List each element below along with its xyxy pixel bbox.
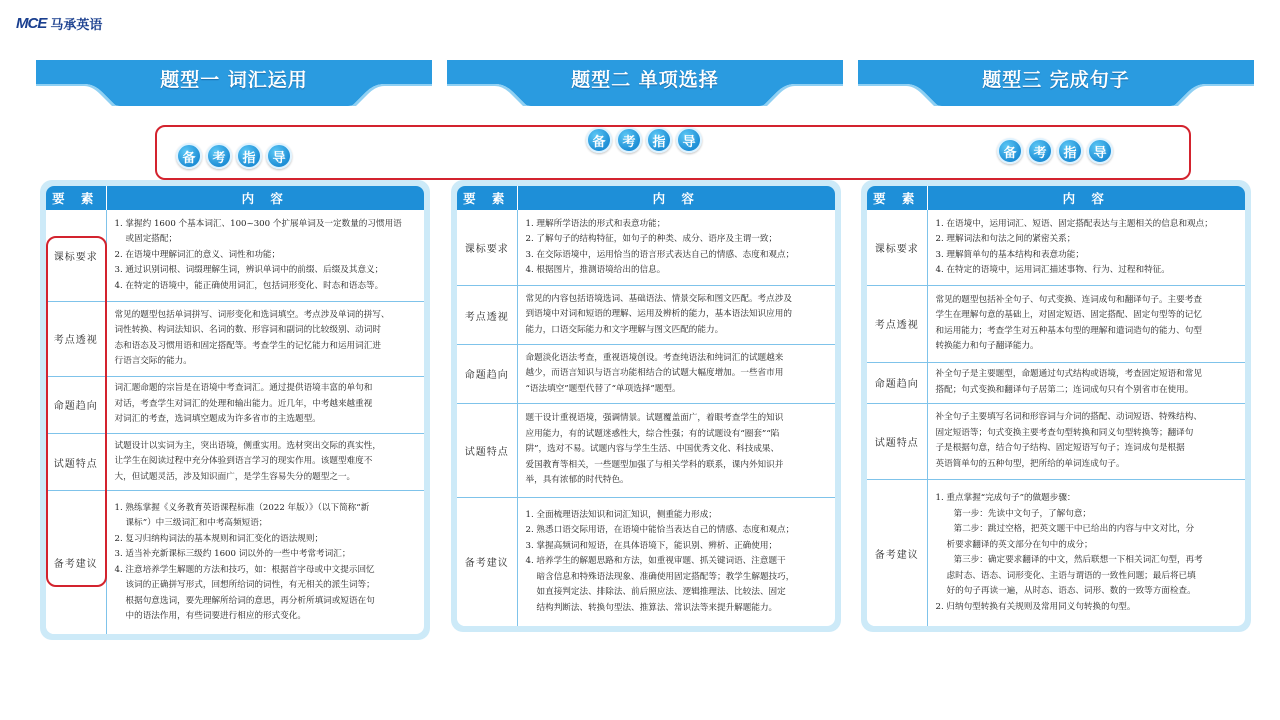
- row-key: 考点透视: [46, 301, 106, 376]
- content-line: 3. 掌握高频词和短语，在具体语境下，能识别、辨析、正确使用；: [525, 540, 778, 551]
- panel-1-banner: [36, 60, 432, 106]
- content-line: 爱国教育等相关，一些题型加强了与相关学科的联系，课内外知识并: [525, 459, 784, 470]
- row-content: [927, 480, 1245, 626]
- guide-highlight-box: [155, 125, 1191, 180]
- row-key: 试题特点: [457, 403, 517, 497]
- content-line: 试题设计以实词为主，突出语境，侧重实用。选材突出交际的真实性，: [114, 440, 381, 451]
- brand-logo: [16, 14, 102, 33]
- guide-char: 导: [266, 143, 292, 169]
- content-line: 2. 了解句子的结构特征，如句子的种类、成分、语序及主谓一致；: [525, 234, 778, 245]
- panel-2-banner: [447, 60, 843, 106]
- content-line: 1. 掌握约 1600 个基本词汇、100~300 个扩展单词及一定数量的习惯用语: [114, 218, 402, 229]
- brand-mark: MCE: [16, 15, 47, 32]
- content-line: 1. 理解所学语法的形式和表意功能；: [525, 218, 666, 229]
- content-line: 越少，而语言知识与语言功能相结合的试题大幅度增加。一些省市用: [525, 368, 784, 379]
- key-column-highlight-box: [46, 236, 107, 587]
- guide-char: 考: [206, 143, 232, 169]
- content-line: 该词的正确拼写形式，回想所给词的词性，有无相关的派生词等；: [125, 580, 375, 591]
- content-line: 固定短语等；句式变换主要考查句型转换和同义句型转换等；翻译句: [935, 427, 1194, 438]
- content-line: 1. 重点掌握“完成句子”的做题步骤：: [935, 493, 1076, 503]
- row-key: 课标要求: [867, 210, 927, 286]
- content-line: 2. 熟悉口语交际用语，在语境中能恰当表达自己的情感、态度和观点；: [525, 525, 795, 536]
- content-line: 题干设计重视语境，强调情景。试题覆盖面广，着眼考查学生的知识: [525, 413, 784, 424]
- content-line: 补全句子主要填写名词和形容词与介词的搭配、动词短语、特殊结构、: [935, 412, 1202, 423]
- content-line: 词性转换、构词法知识、名词的数、形容词和副词的比较级别、动词时: [114, 325, 381, 336]
- guide-char: 指: [236, 143, 262, 169]
- content-line: 大，但试题灵活，涉及知识面广，是学生容易失分的题型之一。: [114, 471, 356, 482]
- content-line: 中的语法作用，有些词要进行相应的形式变化。: [125, 611, 306, 622]
- guide-char: 备: [176, 143, 202, 169]
- content-line: 课标”）中三级词汇和中考高频短语；: [125, 518, 268, 529]
- content-line: 好的句子再读一遍，从时态、语态、词形、数的一致等方面检查。: [946, 586, 1196, 596]
- content-line: 1. 全面梳理语法知识和词汇知识，侧重能力形成；: [525, 509, 717, 520]
- content-line: 4. 在特定的语境中，能正确使用词汇，包括词形变化、时态和语态等。: [114, 280, 384, 291]
- content-line: 行语言交际的能力。: [114, 356, 192, 367]
- content-line: 能力，口语交际能力和文字理解与图文匹配的能力。: [525, 324, 724, 335]
- content-line: 根据句意选词，要先理解所给词的意思，再分析所填词或短语在句: [125, 595, 375, 606]
- row-content: [106, 376, 424, 433]
- content-line: 4. 培养学生的解题思路和方法，如重视审题、抓关键词语、注意题干: [525, 556, 786, 567]
- content-line: 阱”，选对不易。试题内容与学生生活、中国优秀文化、科技成果、: [525, 444, 780, 455]
- row-key: 命题趋向: [46, 376, 106, 433]
- content-line: 命题淡化语法考查，重视语境创设。考查纯语法和纯词汇的试题越来: [525, 352, 784, 363]
- content-line: 应用能力，有的试题迷惑性大，综合性强；有的试题设有“圈套”“陷: [525, 428, 780, 439]
- row-key: 命题趋向: [457, 344, 517, 403]
- row-content: [517, 210, 835, 286]
- row-content: [106, 301, 424, 376]
- content-line: 3. 通过识别词根、词缀理解生词，辨识单词中的前缀、后缀及其意义；: [114, 265, 384, 276]
- table-row: [867, 480, 1245, 626]
- content-line: 3. 在交际语境中，运用恰当的语言形式表达自己的情感、态度和观点；: [525, 249, 795, 260]
- row-content: [106, 491, 424, 634]
- row-key: 备考建议: [457, 497, 517, 626]
- row-key: 备考建议: [867, 480, 927, 626]
- table-row: [867, 210, 1245, 286]
- row-content: [927, 362, 1245, 403]
- content-line: 结构判断法、转换句型法、推算法、常识法等来提升解题能力。: [536, 602, 778, 613]
- content-line: 词汇题命题的宗旨是在语境中考查词汇。通过提供语境丰富的单句和: [114, 383, 373, 394]
- row-key: 课标要求: [457, 210, 517, 286]
- panel-2-table: [451, 180, 841, 632]
- header-key: 要 素: [867, 186, 927, 210]
- guide-char: 备: [586, 127, 612, 153]
- content-line: 2. 归纳句型转换有关规则及常用同义句转换的句型。: [935, 601, 1136, 612]
- row-key: 考点透视: [867, 286, 927, 362]
- content-line: 析要求翻译的英文部分在句中的成分；: [946, 539, 1093, 550]
- panel-3-title: 题型三 完成句子: [982, 69, 1130, 91]
- brand-name: 马承英语: [50, 18, 103, 33]
- content-line: 英语简单句的五种句型，把所给的单词连成句子。: [935, 458, 1125, 469]
- row-content: [106, 433, 424, 490]
- table-row: [457, 403, 835, 497]
- content-line: 虑时态、语态、词形变化、主语与谓语的一致性问题；最后将已填: [946, 570, 1196, 581]
- header-content: 内 容: [927, 186, 1245, 210]
- content-line: “语法填空”题型代替了“单项选择”题型。: [525, 383, 681, 394]
- row-content: [517, 497, 835, 626]
- content-line: 让学生在阅读过程中充分体验到语言学习的现实作用。该题型难度不: [114, 456, 373, 467]
- content-line: 4. 在特定的语境中，运用词汇描述事物、行为、过程和特征。: [935, 265, 1170, 276]
- header-key: 要 素: [457, 186, 517, 210]
- content-line: 1. 在语境中，运用词汇、短语、固定搭配表达与主题相关的信息和观点；: [935, 218, 1213, 229]
- content-line: 第三步：确定要求翻译的中文，然后联想一下相关词汇句型，再考: [953, 555, 1203, 565]
- content-line: 举，具有浓郁的时代特色。: [525, 475, 629, 486]
- content-line: 2. 在语境中理解词汇的意义、词性和功能；: [114, 249, 281, 260]
- guide-char: 导: [1087, 138, 1113, 164]
- row-key: 备考建议: [46, 491, 106, 634]
- panel-3-banner: [858, 60, 1254, 106]
- content-line: 转换能力和句子翻译能力。: [935, 341, 1039, 352]
- table-row: [867, 362, 1245, 403]
- header-content: 内 容: [517, 186, 835, 210]
- content-line: 学生在理解句意的基础上，对固定短语、固定搭配、固定句型等的记忆: [935, 310, 1202, 321]
- header-content: 内 容: [106, 186, 424, 210]
- table-row: [867, 286, 1245, 362]
- content-line: 3. 理解简单句的基本结构和表意功能；: [935, 249, 1084, 260]
- content-line: 到语境中对词和短语的理解、运用及辨析的能力，基本语法知识应用的: [525, 309, 792, 320]
- content-line: 对词汇的考查，选词填空题成为许多省市的主选题型。: [114, 414, 321, 425]
- content-line: 3. 适当补充新课标三级约 1600 词以外的一些中考常考词汇；: [114, 549, 351, 560]
- guide-char: 指: [646, 127, 672, 153]
- content-line: 4. 根据图片，推测语境给出的信息。: [525, 265, 666, 276]
- table-row: [457, 497, 835, 626]
- panel-2-title: 题型二 单项选择: [571, 69, 719, 91]
- table-row: [867, 403, 1245, 479]
- header-key: 要 素: [46, 186, 106, 210]
- panel-1-title: 题型一 词汇运用: [160, 69, 308, 91]
- row-key: 试题特点: [46, 433, 106, 490]
- guide-char: 备: [997, 138, 1023, 164]
- content-line: 态和语态及习惯用语和固定搭配等。考查学生的记忆能力和运用词汇进: [114, 340, 381, 351]
- content-line: 4. 注意培养学生解题的方法和技巧，如：根据首字母或中文提示回忆: [114, 564, 375, 575]
- guide-char: 导: [676, 127, 702, 153]
- content-line: 常见的题型包括补全句子、句式变换、连词成句和翻译句子。主要考查: [935, 294, 1202, 305]
- content-line: 2. 复习归纳构词法的基本规则和词汇变化的语法规则；: [114, 533, 324, 544]
- content-line: 搭配；句式变换和翻译句子居第二；连词成句只有个别省市在使用。: [935, 384, 1194, 395]
- row-key: 命题趋向: [867, 362, 927, 403]
- row-content: [517, 286, 835, 345]
- content-line: 常见的题型包括单词拼写、词形变化和选词填空。考点涉及单词的拼写、: [114, 309, 390, 320]
- guide-char: 考: [1027, 138, 1053, 164]
- panel-3-table: [861, 180, 1251, 632]
- row-content: [927, 210, 1245, 286]
- table-row: [457, 344, 835, 403]
- row-content: [927, 286, 1245, 362]
- content-line: 1. 熟练掌握《义务教育英语课程标准（2022 年版）》（以下简称“新: [114, 502, 370, 513]
- content-line: 如直接判定法、排除法、前后照应法、逻辑推理法、比较法、固定: [536, 587, 786, 598]
- content-line: 补全句子是主要题型，命题通过句式结构或语境，考查固定短语和常见: [935, 369, 1202, 380]
- row-key: 试题特点: [867, 403, 927, 479]
- row-content: [106, 210, 424, 301]
- content-line: 2. 理解词法和句法之间的紧密关系；: [935, 234, 1076, 245]
- content-line: 子是根据句意，结合句子结构、固定短语写句子；连词成句是根据: [935, 443, 1185, 454]
- content-line: 和运用能力；考查学生对五种基本句型的理解和遣词造句的能力、句型: [935, 325, 1202, 336]
- row-content: [517, 403, 835, 497]
- guide-char: 指: [1057, 138, 1083, 164]
- row-content: [517, 344, 835, 403]
- table-row: [457, 286, 835, 345]
- row-key: 课标要求: [46, 210, 106, 301]
- content-line: 暗含信息和特殊语法现象、准确使用固定搭配等；教学生解题技巧，: [536, 571, 795, 582]
- guide-char: 考: [616, 127, 642, 153]
- content-line: 对话，考查学生对词汇的处理和输出能力。近几年，中考越来越重视: [114, 398, 373, 409]
- content-line: 或固定搭配；: [125, 234, 178, 245]
- row-content: [927, 403, 1245, 479]
- content-line: 常见的内容包括语境选词、基础语法、情景交际和图文匹配。考点涉及: [525, 293, 792, 304]
- row-key: 考点透视: [457, 286, 517, 345]
- table-row: [457, 210, 835, 286]
- content-line: 第二步：跳过空格，把英文题干中已给出的内容与中文对比，分: [953, 524, 1195, 534]
- content-line: 第一步：先读中文句子，了解句意；: [953, 508, 1092, 519]
